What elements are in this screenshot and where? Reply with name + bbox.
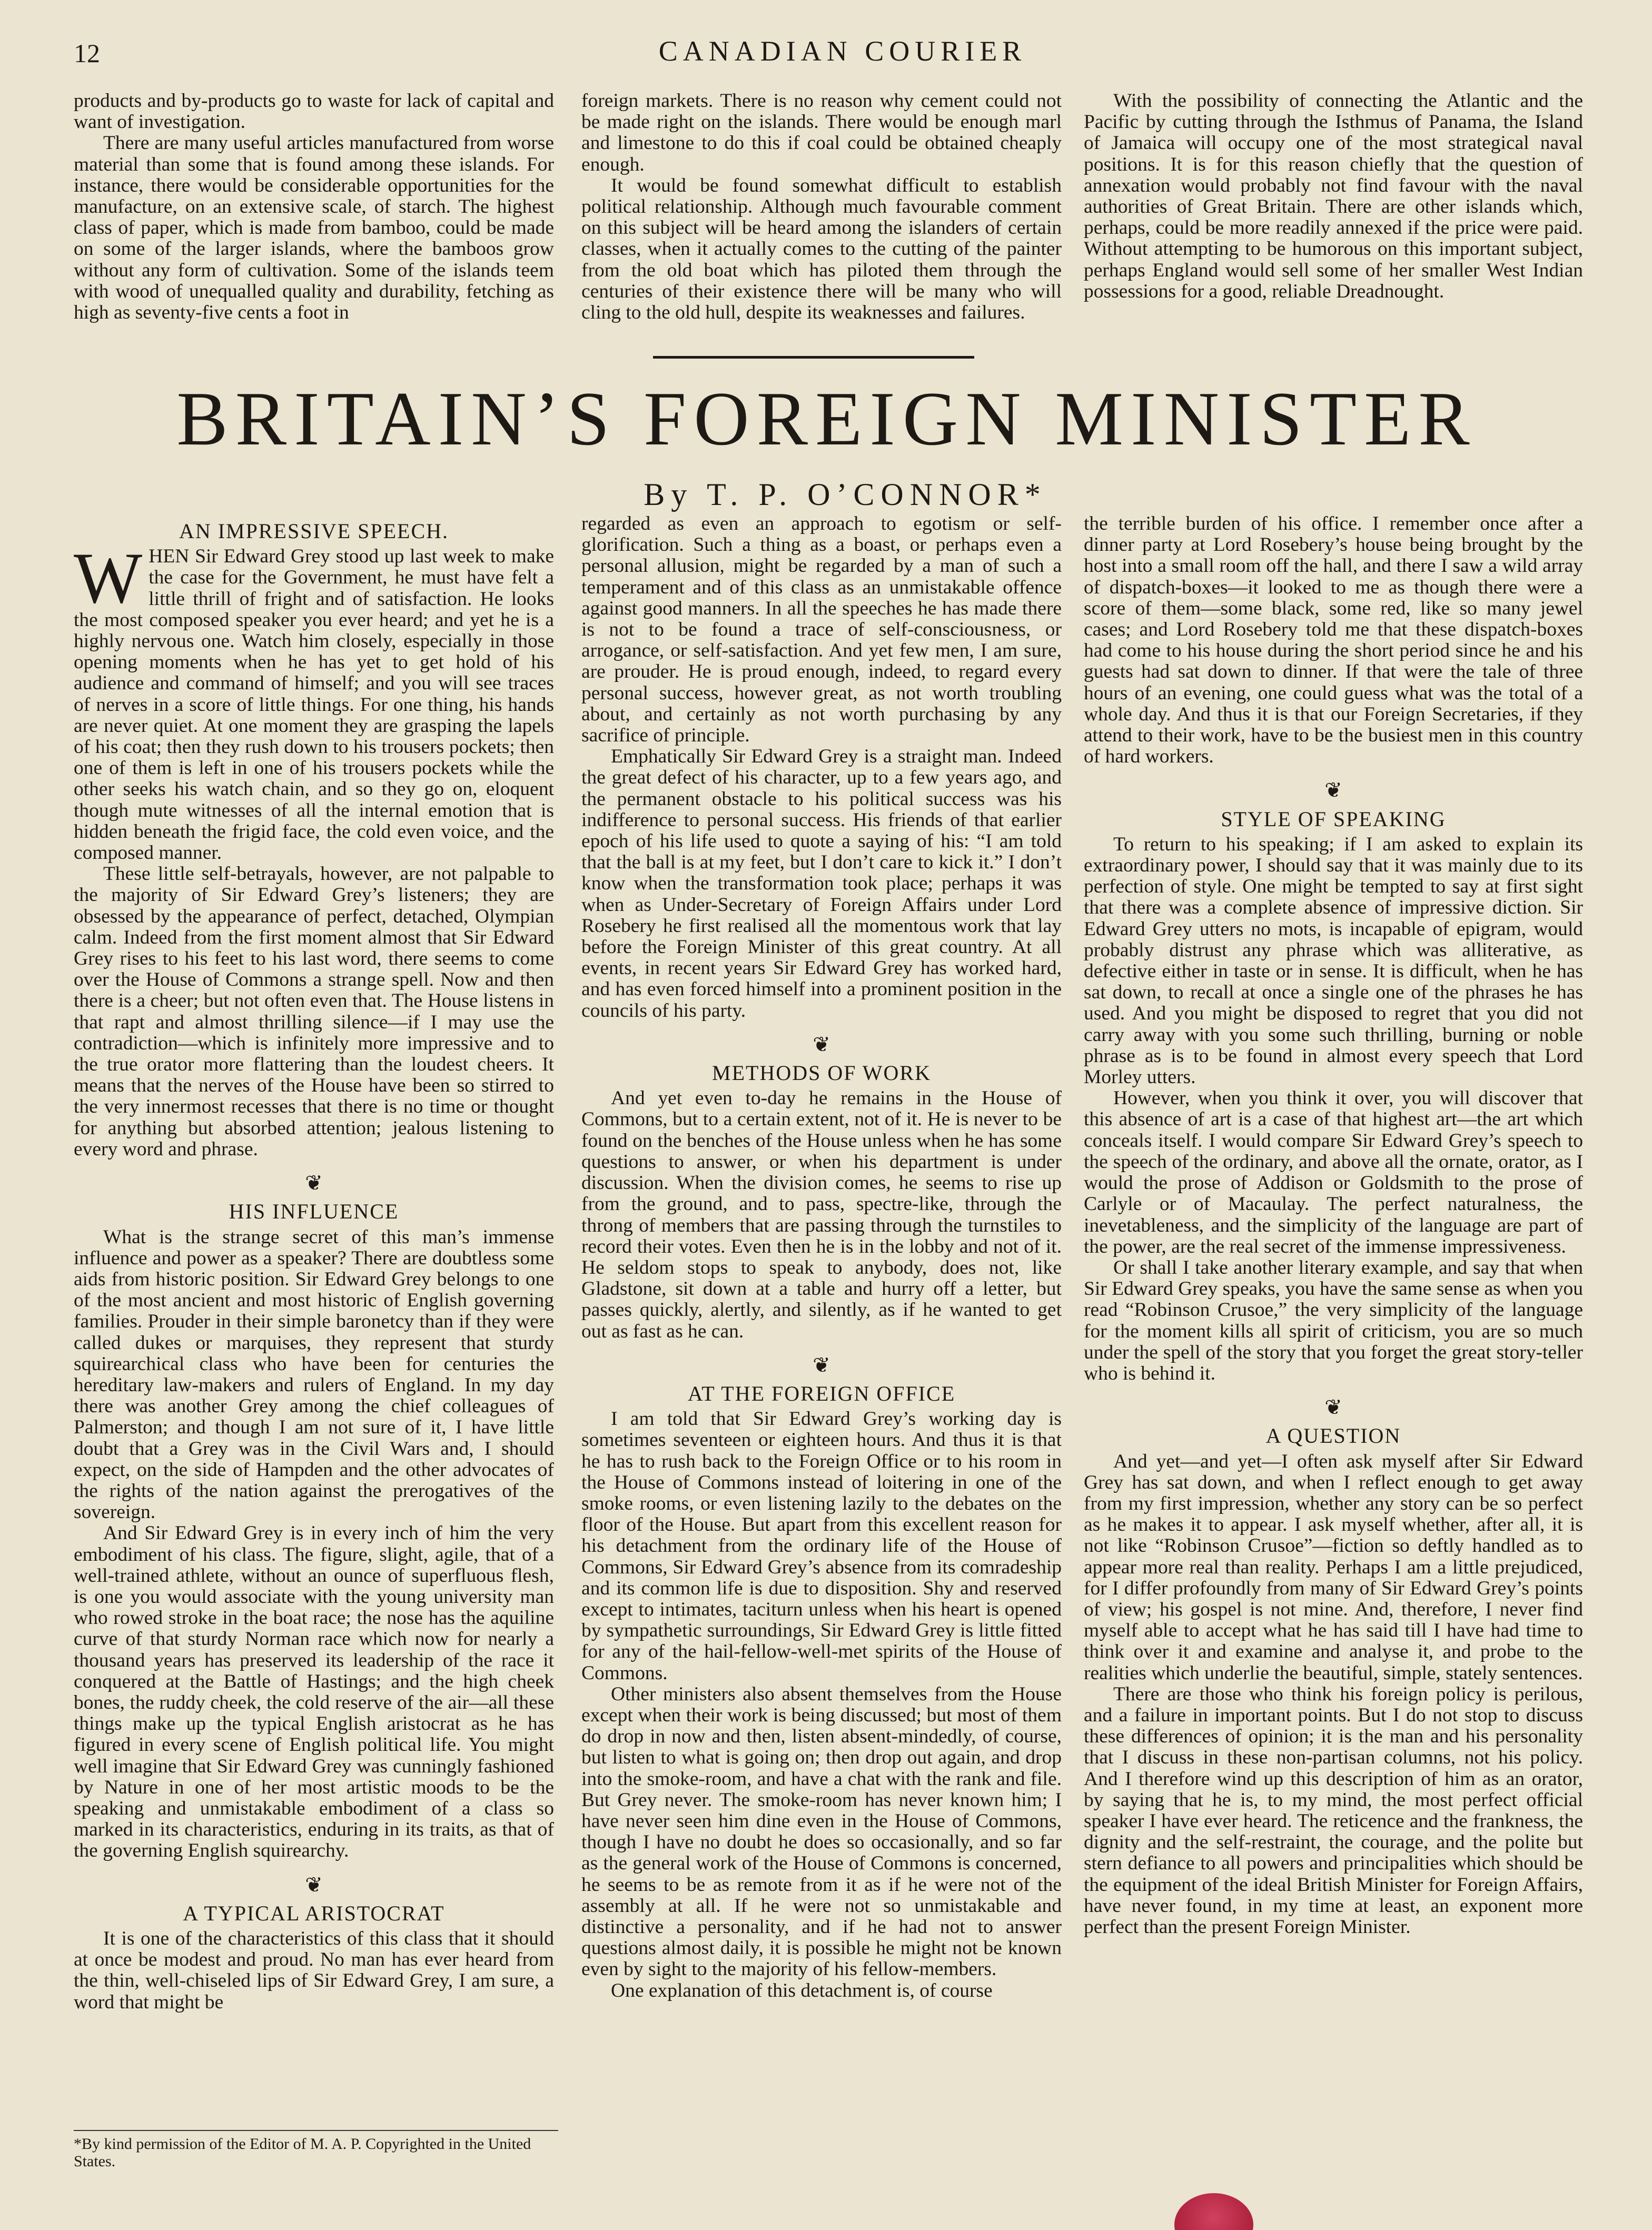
article-column-2 bbox=[581, 513, 1062, 2148]
paragraph: It is one of the characteristics of this class that it should at once be modest and proud. No man has ever heard from the thin, well-chiseled lips of Sir Edward Grey, I am sure, a word that might be bbox=[74, 1928, 554, 2013]
subheading: METHODS OF WORK bbox=[712, 1061, 931, 1085]
subheading: A TYPICAL ARISTOCRAT bbox=[183, 1901, 445, 1925]
page-number: 12 bbox=[74, 38, 100, 68]
leaf-ornament-icon: ❦ bbox=[813, 1353, 830, 1377]
section-divider bbox=[653, 356, 974, 359]
paragraph: Emphatically Sir Edward Grey is a straight man. Indeed the great defect of his character, up to a few years ago, and the permanent obstacle to his political success was his indifference to personal success. His friends of that earlier epoch of his life used to quote a saying of his: “I am told that the ball is at my feet, but I don’t care to kick it.” I don’t know when the transformation took place; perhaps it was when as Under-Secretary of Foreign Affairs under Lord Rosebery he first realised all the momentous work that lay before the Foreign Minister of this great country. At all events, in recent years Sir Edward Grey has worked hard, and has even forced himself into a prominent position in the councils of his party. bbox=[581, 746, 1062, 1022]
paragraph: I am told that Sir Edward Grey’s working day is sometimes seventeen or eighteen hours. And thus it is that he has to rush back to the Foreign Office or to his room in the House of Commons instead of loitering in one of the smoke rooms, or even listening lazily to the debates on the floor of the House. But apart from this excellent reason for his detachment from the ordinary life of the House of Commons, Sir Edward Grey’s absence from its comradeship and its common life is due to disposition. Shy and reserved except to intimates, taciturn unless when his heart is opened by sympathetic surroundings, Sir Edward Grey is little fitted for any of the hail-fellow-well-met spirits of the House of Commons. bbox=[581, 1408, 1062, 1684]
top-column-3 bbox=[1084, 91, 1583, 338]
paragraph: To return to his speaking; if I am asked to explain its extraordinary power, I should say that it was mainly due to its perfection of style. One might be tempted to say at first sight that there was a complete absence of impressive diction. Sir Edward Grey utters no mots, is incapable of epigram, would probably distrust any phrase which was alliterative, as defective either in taste or in sense. It is difficult, when he has sat down, to recall at once a single one of the phrases he has used. And you might be disposed to regret that you did not carry away with you some such thrilling, burning or noble phrase as is to be found in almost every speech that Lord Morley utters. bbox=[1084, 833, 1583, 1088]
paragraph: products and by-products go to waste for lack of capital and want of investigation. bbox=[74, 91, 554, 133]
subheading: STYLE OF SPEAKING bbox=[1221, 807, 1446, 831]
article-byline: By T. P. O’CONNOR* bbox=[644, 477, 1047, 512]
article-column-3 bbox=[1084, 513, 1583, 2148]
paragraph: regarded as even an approach to egotism or self-glorification. Such a thing as a boast, or perhaps even a personal allusion, might be regarded by a man of such a temperament and of this class as an unmistakable offence against good manners. In all the speeches he has made there is not to be found a trace of self-consciousness, or arrogance, or self-satisfaction. And yet few men, I am sure, are prouder. He is proud enough, indeed, to regard every personal success, however great, as not worth troubling about, and certainly as not worth purchasing by any sacrifice of principle. bbox=[581, 513, 1062, 747]
paragraph: And Sir Edward Grey is in every inch of him the very embodiment of his class. The figure, slight, agile, that of a well-trained athlete, without an ounce of superfluous flesh, is one you would associate with the young university man who rowed stroke in the boat race; the nose has the aquiline curve of that sturdy Norman race which now for nearly a thousand years has preserved its leadership of the race it conquered at the Battle of Hastings; and the high cheek bones, the ruddy cheek, the cold reserve of the air—all these things make up the typical English aristocrat as he has figured in every scene of English political life. You might well imagine that Sir Edward Grey was cunningly fashioned by Nature in one of her most artistic moods to be the speaking and unmistakable embodiment of a class so marked in its characteristics, enduring in its traits, as that of the governing English squirearchy. bbox=[74, 1522, 554, 1862]
paragraph: foreign markets. There is no reason why cement could not be made right on the islands. There would be enough marl and limestone to do this if coal could be obtained cheaply enough. bbox=[581, 91, 1062, 175]
drop-cap: W bbox=[74, 538, 143, 619]
paragraph: Or shall I take another literary example, and say that when Sir Edward Grey speaks, you have the same sense as when you read “Robinson Crusoe,” the very simplicity of the language for the moment kills all spirit of criticism, you are so much under the spell of the story that you forget the great story-teller who is behind it. bbox=[1084, 1256, 1583, 1384]
top-column-1 bbox=[74, 91, 554, 338]
paragraph: And yet even to-day he remains in the House of Commons, but to a certain extent, not of it. He is never to be found on the benches of the House unless when he has some questions to answer, or when his department is under discussion. When the division comes, he seems to rise up from the ground, and to pass, spectre-like, through the throng of members that are passing through the turnstiles to record their votes. Even then he is in the lobby and not of it. He seldom stops to speak to anybody, does not, like Gladstone, sit down at a table and hurry off a letter, but passes quickly, alertly, and silently, as if he wanted to get out as fast as he can. bbox=[581, 1087, 1062, 1342]
red-stain-mark bbox=[1174, 2193, 1253, 2230]
subheading: AT THE FOREIGN OFFICE bbox=[687, 1381, 956, 1405]
paragraph: Other ministers also absent themselves from the House except when their work is being discussed; but most of them do drop in now and then, listen absent-mindedly, of course, but listen to what is going on; then drop out again, and drop into the smoke-room, and have a chat with the rank and file. But Grey never. The smoke-room has never known him; I have never seen him dine even in the House of Commons, though I have no doubt he does so occasionally, and so far as the general work of the House of Commons is concerned, he seems to be as remote from it as if he were not of the assembly at all. If he were not so unmistakable and distinctive a personality, and if he had not to answer questions almost daily, it is possible he might not be known even by sight to the majority of his fellow-members. bbox=[581, 1683, 1062, 1980]
article-headline: BRITAIN’S FOREIGN MINISTER bbox=[176, 376, 1477, 461]
paragraph: There are those who think his foreign policy is perilous, and a failure in important points. But I do not stop to discuss these differences of opinion; it is the man and his personality that I discuss in these non-partisan columns, not his policy. And I therefore wind up this description of him as an orator, by saying that he is, to my mind, the most perfect official speaker I have ever heard. The reticence and the frankness, the dignity and the self-restraint, the courage, and the polite but stern defiance to all powers and principalities which should be the equipment of the ideal British Minister for Foreign Affairs, have never found, in my time at least, an exponent more perfect than the present Foreign Minister. bbox=[1084, 1683, 1583, 1938]
leaf-ornament-icon: ❦ bbox=[1324, 1395, 1342, 1420]
leaf-ornament-icon: ❦ bbox=[813, 1032, 830, 1056]
top-column-2 bbox=[581, 91, 1062, 338]
paragraph: It would be found somewhat difficult to establish political relationship. Although much favourable comment on this subject will be heard among the islanders of certain classes, when it actually comes to the cutting of the painter from the old boat which has piloted them through the centuries of their existence there will be many who will cling to the old hull, despite its weaknesses and failures. bbox=[581, 174, 1062, 324]
paragraph: WHEN Sir Edward Grey stood up last week to make the case for the Government, he must have felt a little thrill of fright and of satisfaction. He looks the most composed speaker you ever heard; and yet he is a highly nervous one. Watch him closely, especially in those opening moments when he has yet to get hold of his audience and command of himself; and you will see traces of nerves in a score of little things. For one thing, his hands are never quiet. At one moment they are grasping the lapels of his coat; then they rush down to his trousers pockets; then one of them is left in one of his trousers pockets while the other seeks his watch chain, and so they go on, eloquent though mute witnesses of all the internal emotion that is hidden beneath the frigid face, the cold even voice, and the composed manner. bbox=[74, 538, 554, 864]
leaf-ornament-icon: ❦ bbox=[1324, 778, 1342, 802]
article-column-1 bbox=[74, 513, 554, 2148]
paragraph: One explanation of this detachment is, of course bbox=[611, 1979, 993, 2001]
paragraph: And yet—and yet—I often ask myself after Sir Edward Grey has sat down, and when I reflect enough to get away from my first impression, whether any story can be so perfect as he makes it to appear. I ask myself whether, after all, it is not like “Robinson Crusoe”—fiction so deftly handled as to appear more real than reality. Perhaps I am a little prejudiced, for I differ profoundly from many of Sir Edward Grey’s points of view; his gospel is not mine. And, therefore, I never find myself able to accept what he has said till I have had time to think over it and examine and analyse it, and probe to the realities which underlie the beautiful, simple, stately sentences. bbox=[1084, 1450, 1583, 1684]
paragraph: What is the strange secret of this man’s immense influence and power as a speaker? There are doubtless some aids from historic position. Sir Edward Grey belongs to one of the most ancient and most historic of English governing families. Prouder in their simple baronetcy than if they were called dukes or marquises, they represent that sturdy squirearchical class who have been for centuries the hereditary law-makers and rulers of England. In my day there was another Grey among the chief colleagues of Palmerston; and though I am not sure of it, I have little doubt that a Grey was in the Civil Wars and, I should expect, on the side of Hampden and the other advocates of the rights of the nation against the prerogatives of the sovereign. bbox=[74, 1226, 554, 1523]
subheading: HIS INFLUENCE bbox=[229, 1200, 399, 1224]
paragraph: However, when you think it over, you will discover that this absence of art is a case of that highest art—the art which conceals itself. I would compare Sir Edward Grey’s speech to the speech of the ordinary, and above all the ornate, orator, as I would the prose of Addison or Goldsmith to the prose of Carlyle or of Macaulay. The perfect naturalness, the inevetableness, and the simplicity of the language are part of the power, are the real secret of the immense impressiveness. bbox=[1084, 1087, 1583, 1257]
leaf-ornament-icon: ❦ bbox=[305, 1872, 323, 1897]
running-head: CANADIAN COURIER bbox=[658, 35, 1027, 67]
footnote: *By kind permission of the Editor of M. A. P. Copyrighted in the United States. bbox=[74, 2130, 558, 2170]
paragraph: With the possibility of connecting the Atlantic and the Pacific by cutting through the Isthmus of Panama, the Island of Jamaica will occupy one of the most strategical naval positions. It is for this reason chiefly that the question of annexation would probably not find favour with the naval authorities of Great Britain. There are other islands which, perhaps, could be more readily annexed if the price were paid. Without attempting to be humorous on this important subject, perhaps England would sell some of her smaller West Indian possessions for a good, reliable Dreadnought. bbox=[1084, 91, 1583, 302]
paragraph: There are many useful articles manufactured from worse material than some that is found among these islands. For instance, there would be considerable opportunities for the manufacture, on an extensive scale, of starch. The highest class of paper, which is made from bamboo, could be made on some of the larger islands, where the bamboos grow without any form of cultivation. Some of the islands teem with wood of unequalled quality and durability, fetching as high as seventy-five cents a foot in bbox=[74, 132, 554, 324]
paragraph: These little self-betrayals, however, are not palpable to the majority of Sir Edward Grey’s listeners; they are obsessed by the appearance of perfect, detached, Olympian calm. Indeed from the first moment almost that Sir Edward Grey rises to his feet to his last word, there seems to come over the House of Commons a strange spell. Now and then there is a cheer; but not often even that. The House listens in that rapt and almost thrilling silence—if I may use the contradiction—which is infinitely more impressive and to the true orator more flattering than the loudest cheers. It means that the nerves of the House have been so stirred to the very innermost recesses that there is no time or thought for anything but absorbed attention; jealous listening to every word and phrase. bbox=[74, 863, 554, 1160]
subheading: A QUESTION bbox=[1265, 1424, 1401, 1448]
leaf-ornament-icon: ❦ bbox=[305, 1171, 323, 1195]
subheading: AN IMPRESSIVE SPEECH. bbox=[179, 519, 449, 543]
paragraph: the terrible burden of his office. I remember once after a dinner party at Lord Rosebery’s house being brought by the host into a small room off the hall, and there I saw a wild array of dispatch-boxes—it looked to me as though there were a score of them—some black, some red, like so many jewel cases; and Lord Rosebery told me that these dispatch-boxes had come to his house during the short period since he and his guests had sat down to dinner. If that were the tale of three hours of an evening, one could guess what was the total of a whole day. And thus it is that our Foreign Secretaries, if they attend to their work, have to be the busiest men in this country of hard workers. bbox=[1084, 513, 1583, 768]
